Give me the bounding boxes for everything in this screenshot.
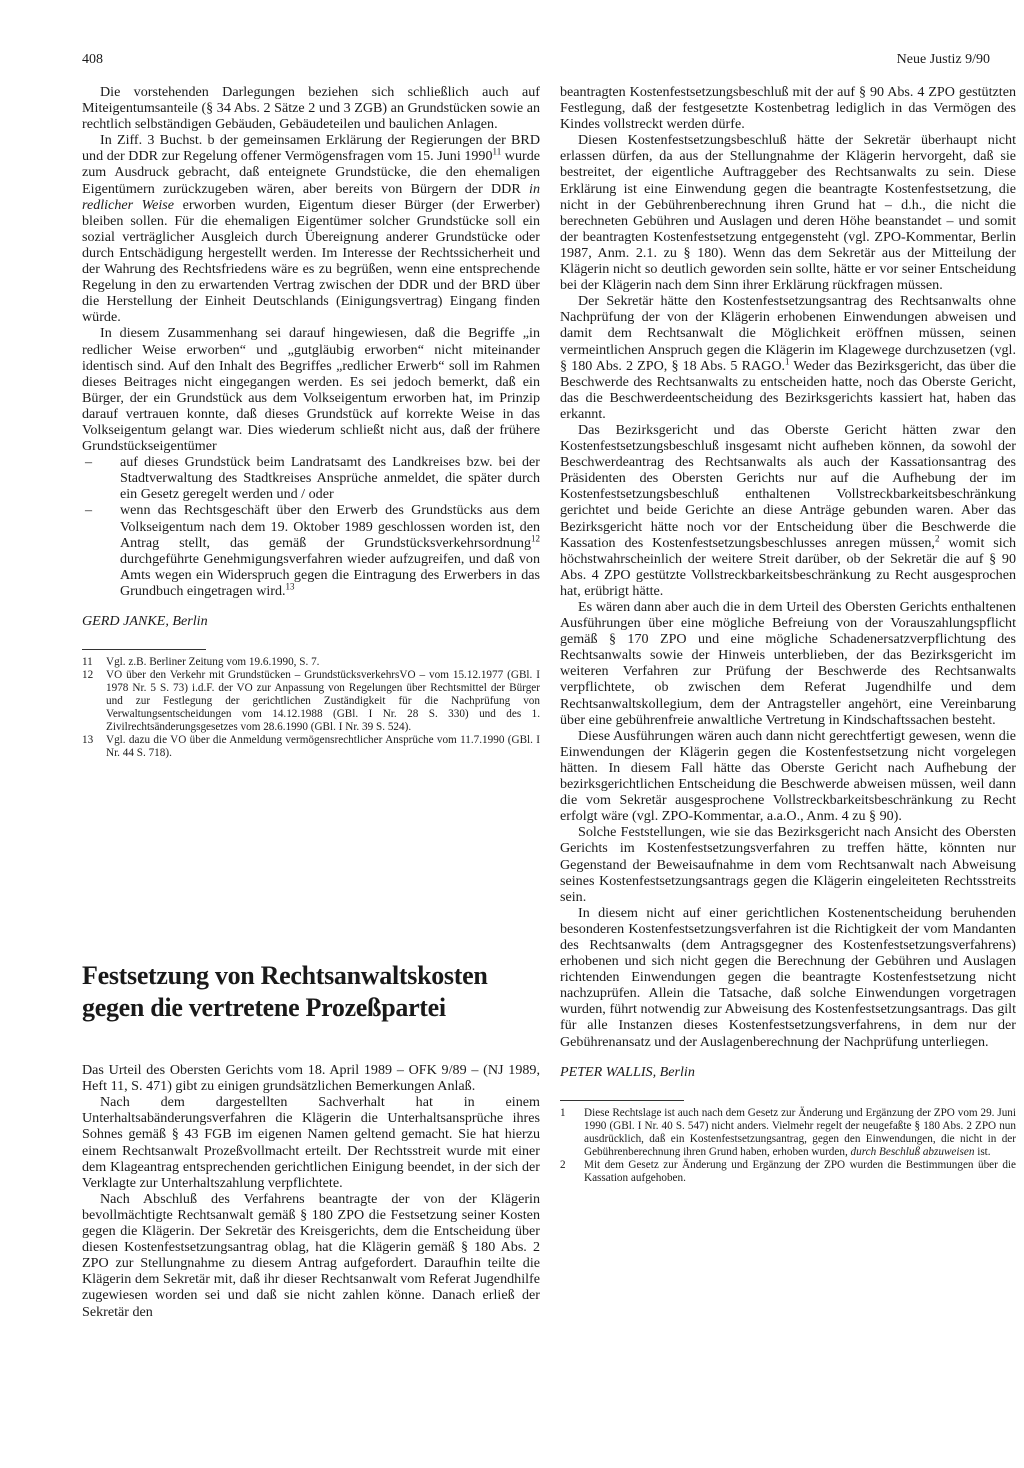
paragraph: Diesen Kostenfestsetzungsbeschluß hätte der Sekretär überhaupt nicht erlassen dürfen, da aus der Stellungnahme der Klägerin hervorgeht, daß sie bestreitet, der eigentliche Auftraggeber des Rechtsanwalts zu sein. Diese Erklärung ist eine Einwendung gegen die beantragte Kostenfestsetzung, die nicht in der Gebührenberechnung ihren Grund hat – d.h., die nicht die berechneten Gebühren und Auslagen und deren Höhe beanstandet – und somit der beantragten Kostenfestsetzung entgegensteht (vgl. ZPO-Kommentar, Berlin 1987, Anm. 2.1. zu § 180). Wenn das dem Sekretär aus der Mitteilung der Klägerin nicht so deutlich geworden sein sollte, hätte er vor seiner Entscheidung bei der Klägerin nach dem Sinn ihrer Erklärung rückfragen müssen. bbox=[560, 132, 1016, 294]
paragraph: In diesem nicht auf einer gerichtlichen Kostenentscheidung beruhenden besonderen Kostenfestsetzungsverfahren ist die Richtigkeit der vom Mandanten des Rechtsanwalts (dem Antragsgegner des Kostenfestsetzungsverfahrens) erhobenen und sich nicht gegen die Berechnung der Gebühren und Auslagen richtenden Einwendungen gegen die beantragte Kostenfestsetzung nicht nachzuprüfen. Allein die Tatsache, daß solche Einwendungen vorgetragen wurden, führt notwendig zur Abweisung des Kostenfestsetzungsantrags. Das gilt für alle Instanzen dieses Kostenfestsetzungsverfahrens, in dem nur der Gebührenansatz und der Auslagenberechnung der Nachprüfung unterliegen. bbox=[560, 904, 1016, 1050]
paragraph: Nach Abschluß des Verfahrens beantragte der von der Klägerin bevollmächtigte Rechtsanwalt gemäß § 180 ZPO die Festsetzung seiner Kosten gegen die Klägerin. Der Sekretär des Kreisgerichts, dem die Entscheidung über diesen Kostenfestsetzungsantrag oblag, hat die Klägerin gemäß § 180 Abs. 2 ZPO zur Stellungnahme zu diesem Antrag aufgefordert. Daraufhin teilte die Klägerin dem Sekretär mit, daß ihr dieser Rechtsanwalt vom Referat Jugendhilfe zugewiesen worden sei und daß sie nicht zahlen könne. Danach erließ der Sekretär den bbox=[82, 1190, 540, 1320]
paragraph: Solche Feststellungen, wie sie das Bezirksgericht nach Ansicht des Obersten Gerichts im Kostenfestsetzungsverfahren zu treffen hätte, könnten nur Gegenstand der Beweisaufnahme in dem vom Rechtsanwalt nach Abweisung seines Kostenfestsetzungsantrags gegen die Klägerin eingeleiteten Rechtsstreits sein. bbox=[560, 824, 1016, 905]
footnote: 13 Vgl. dazu die VO über die Anmeldung vermögensrechtlicher Ansprüche vom 11.7.1990 (GBl. I Nr. 44 S. 718). bbox=[82, 734, 540, 760]
footnote: 12 VO über den Verkehr mit Grundstücken – GrundstücksverkehrsVO – vom 15.12.1977 (GBl. I 1978 Nr. 5 S. 73) i.d.F. der VO zur Anpassung von Regelungen über Rechtsmittel der Bürger und zur Festlegung der gerichtlichen Zuständigkeit für die Nachprüfung von Verwaltungsentscheidungen vom 14.12.1988 (GBl. I Nr. 28 S. 330) und des 1. Zivilrechtsänderungsgesetzes vom 28.6.1990 (GBl. I Nr. 39 S. 524). bbox=[82, 669, 540, 734]
emphasis: in redlicher Weise bbox=[82, 180, 540, 213]
list-item: – wenn das Rechtsgeschäft über den Erwerb des Grundstücks aus dem Volkseigentum nach dem 19. Oktober 1989 geschlossen worden ist, den Antrag stellt, das gemäß der Grundstücksverkehrsordnung$^{12}$ durchgeführte Genehmigungsverfahren wieder aufzugreifen, und daß von Amts wegen ein Widerspruch gegen die Eintragung des Erwerbers in das Grundbuch eingetragen wird.$^{13}$ bbox=[82, 502, 540, 599]
author-signature: PETER WALLIS, Berlin bbox=[560, 1063, 695, 1080]
footnote-divider bbox=[560, 1100, 684, 1101]
paragraph: Es wären dann aber auch die in dem Urteil des Obersten Gerichts enthaltenen Ausführungen über eine mögliche Befreiung von der Vorauszahlungspflicht gemäß § 170 ZPO und eine mögliche Schadenersatzverpflichtung des Rechtsanwalts sowie der Hinweis unterblieben, der das Bezirksgericht im weiteren Verfahren zur Prüfung der Beschwerde des Rechtsanwalts verpflichtete, ob zwischen dem Referat Jugendhilfe und dem Rechtsanwaltskollegium, dem der Antragsteller angehört, eine Vereinbarung über eine gebührenfreie anwaltliche Vertretung in Kindschaftssachen besteht. bbox=[560, 599, 1016, 728]
paragraph: Der Sekretär hätte den Kostenfestsetzungsantrag des Rechtsanwalts ohne Nachprüfung der von der Klägerin erhobenen Einwendungen abweisen und damit dem Rechtsanwalt die Möglichkeit eröffnen müssen, seinen vermeintlichen Anspruch gegen die Klägerin im Klagewege durchzusetzen (vgl. § 180 Abs. 2 ZPO, § 18 Abs. 5 RAGO.$^1$ Weder das Bezirksgericht, das über die Beschwerde des Rechtsanwalts zu entscheiden hatte, noch das Oberste Gericht, das die Beschwerdeentscheidung des Bezirksgerichts kassiert hat, haben das erkannt. bbox=[560, 293, 1016, 422]
paragraph: Nach dem dargestellten Sachverhalt hat in einem Unterhaltsabänderungsverfahren die Klägerin die Unterhaltsansprüche ihres Sohnes gemäß § 43 FGB im eigenen Namen geltend gemacht. Sie hat hierzu einem Rechtsanwalt Prozeßvollmacht erteilt. Der Rechtsstreit wurde mit einer dem Klageantrag entsprechenden gerichtlichen Einigung beendet, in der sich der Verklagte zur Unterhaltszahlung verpflichtete. bbox=[82, 1094, 540, 1191]
page-number: 408 bbox=[82, 52, 103, 67]
author-name: PETER WALLIS bbox=[560, 1063, 653, 1080]
journal-issue: Neue Justiz 9/90 bbox=[896, 52, 990, 67]
paragraph: In diesem Zusammenhang sei darauf hingewiesen, daß die Begriffe „in redlicher Weise erworben“ und „gutgläubig erworben“ nicht miteinander identisch sind. Auf den Inhalt des Begriffes „redlicher Erwerb“ soll im Rahmen dieses Beitrages nicht eingegangen werden. Es sei jedoch bemerkt, daß ein Bürger, der ein Grundstück aus dem Volkseigentum erworben hat, im Prinzip darauf vertrauen konnte, daß dieses Grundstück auf korrekte Weise in das Volkseigentum gelangt war. Dies wiederum schließt nicht aus, daß der frühere Grundstückseigentümer bbox=[82, 325, 540, 455]
footnotes bbox=[82, 656, 540, 760]
author-signature: GERD JANKE, Berlin bbox=[82, 613, 208, 629]
footnote-ref: 11 bbox=[492, 146, 502, 157]
footnote: 11 Vgl. z.B. Berliner Zeitung vom 19.6.1990, S. 7. bbox=[82, 656, 320, 669]
author-name: GERD JANKE bbox=[82, 613, 166, 629]
left-column bbox=[82, 84, 540, 1320]
footnote: 2 Mit dem Gesetz zur Änderung und Ergänzung der ZPO wurden die Bestimmungen über die Kassation aufgehoben. bbox=[560, 1158, 1016, 1184]
footnote-ref: 12 bbox=[531, 532, 540, 543]
footnote-ref: 2 bbox=[934, 532, 940, 543]
right-column bbox=[560, 84, 1016, 1185]
page-header bbox=[82, 52, 990, 74]
paragraph: Das Bezirksgericht und das Oberste Gericht hätten zwar den Kostenfestsetzungsbeschluß insgesamt nicht aufheben können, da sowohl der Beschwerdeantrag des Rechtsanwalts als auch der Kassationsantrag des Präsidenten des Obersten Gerichts nur auf die Aufhebung der im Kostenfestsetzungsbeschluß enthaltenen Vollstreckbarkeitsbeschränkung gerichtet und beide Gerichte an diese Anträge gebunden waren. Aber das Bezirksgericht hätte noch vor der Entscheidung über die Beschwerde die Kassation des Kostenfestsetzungsbeschlusses anregen müssen,$^2$ womit sich höchstwahrscheinlich der weitere Streit darüber, ob der Sekretär die auf § 90 Abs. 4 ZPO gestützte Vollstreckbarkeitsbeschränkung zu Recht ausgesprochen hat, erübrigt hätte. bbox=[560, 421, 1016, 599]
footnotes bbox=[560, 1107, 1016, 1185]
list-item: – auf dieses Grundstück beim Landratsamt des Landkreises bzw. bei der Stadtverwaltung des Stadtkreises Ansprüche anmeldet, die später durch ein Gesetz geregelt werden und / oder bbox=[82, 454, 540, 502]
footnote-ref: 1 bbox=[785, 355, 790, 366]
paragraph: Das Urteil des Obersten Gerichts vom 18. April 1989 – OFK 9/89 – (NJ 1989, Heft 11, S. 471) gibt zu einigen grundsätzlichen Bemerkungen Anlaß. bbox=[82, 1062, 540, 1095]
paragraph: In Ziff. 3 Buchst. b der gemeinsamen Erklärung der Regierungen der BRD und der DDR zur Regelung offener Vermögensfragen vom 15. Juni 1990$^{11}$ wurde zum Ausdruck gebracht, daß enteignete Grundstücke, die den ehemaligen Eigentümern zurückzugeben wären, aber bereits von Bürgern der DDR in redlicher Weise erworben wurden, Eigentum dieser Bürger (der Erwerber) bleiben sollen. Für die ehemaligen Eigentümer solcher Grundstücke soll ein sozial verträglicher Ausgleich durch Übereignung anderer Grundstücke oder durch Entschädigung hergestellt werden. Im Interesse der Rechtssicherheit und der Wahrung des Rechtsfriedens wäre es zu begrüßen, wenn eine entsprechende Regelung in den zu erwartenden Vertrag zwischen der DDR und der BRD über die Herstellung der Einheit Deutschlands (Einigungsvertrag) Eingang finden würde. bbox=[82, 132, 540, 326]
article-title: Festsetzung von Rechtsanwaltskosten gegen die vertretene Prozeßpartei bbox=[82, 961, 488, 1023]
footnote-ref: 13 bbox=[285, 581, 295, 592]
paragraph: Diese Ausführungen wären auch dann nicht gerechtfertigt gewesen, wenn die Einwendungen der Klägerin gegen die Kostenfestsetzung nicht vorgelegen hätten. In diesem Fall hätte das Oberste Gericht nach Aufhebung der bezirksgerichtlichen Entscheidung die Beschwerde abweisen müssen, weil dann die vom Sekretär ausgesprochene Vollstreckbarkeitsbeschränkung zu Recht erfolgt wäre (vgl. ZPO-Kommentar, a.a.O., Anm. 4 zu § 90). bbox=[560, 727, 1016, 825]
paragraph: beantragten Kostenfestsetzungsbeschluß mit der auf § 90 Abs. 4 ZPO gestützten Festlegung, daß der festgesetzte Kostenbetrag lediglich in das Vermögen des Kindes vollstreckt werden dürfe. bbox=[560, 84, 1016, 133]
paragraph: Die vorstehenden Darlegungen beziehen sich schließlich auch auf Miteigentumsanteile (§ 34 Abs. 2 Sätze 2 und 3 ZGB) an Grundstücken sowie an rechtlich selbständigen Gebäuden, Gebäudeteilen und baulichen Anlagen. bbox=[82, 84, 540, 133]
dash-list bbox=[82, 454, 540, 599]
footnote: 1 Diese Rechtslage ist auch nach dem Gesetz zur Änderung und Ergänzung der ZPO vom 29. Juni 1990 (GBl. I Nr. 40 S. 547) nicht anders. Vielmehr regelt der neugefaßte § 180 Abs. 2 ZPO nun ausdrücklich, daß ein Kostenfestsetzungsantrag, gegen den Einwendungen, die nicht in der Gebührenberechnung ihren Grund haben, erhoben wurden, durch Beschluß abzuweisen ist. bbox=[560, 1106, 1016, 1158]
footnote-divider bbox=[82, 649, 206, 650]
